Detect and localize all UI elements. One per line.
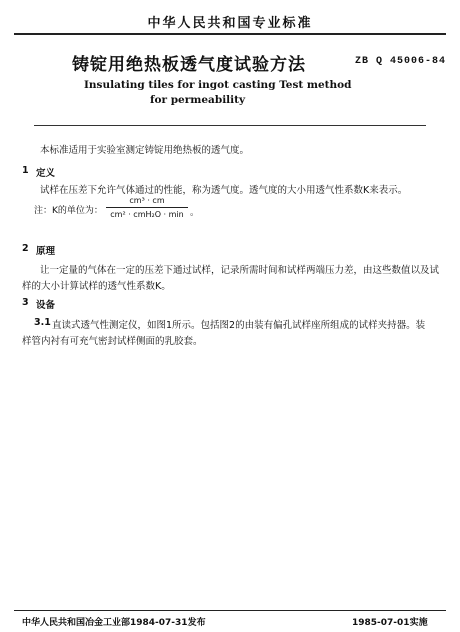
section-2-text-line1: 让一定量的气体在一定的压差下通过试样，记录所需时间和试样两端压力差，由这些数值以及试 (40, 265, 440, 276)
section-3-number: 3 (22, 297, 29, 308)
header-divider (14, 33, 446, 35)
title-divider (34, 125, 426, 126)
unit-denominator: cm² · cmH₂O · min (110, 210, 184, 219)
section-2-number: 2 (22, 243, 29, 254)
unit-punctuation: 。 (190, 208, 200, 218)
issue-statement: 中华人民共和国冶金工业部1984-07-31发布 (22, 618, 206, 628)
section-3-title: 设备 (36, 300, 56, 311)
fraction-bar (106, 207, 188, 208)
subsection-3-1-text-line1: 直读式透气性测定仪，如图1所示。包括图2的由装有偏孔试样座所组成的试样夹持器。装 (52, 320, 426, 331)
standard-code: ZB Q 45006-84 (355, 56, 447, 67)
scope-paragraph: 本标准适用于实验室测定铸锭用绝热板的透气度。 (40, 145, 250, 156)
section-1-text: 试样在压差下允许气体通过的性能，称为透气度。透气度的大小用透气性系数K来表示。 (40, 185, 408, 196)
section-2-text-line2: 样的大小计算试样的透气性系数K。 (22, 281, 171, 292)
section-1-title: 定义 (36, 168, 56, 179)
footer-divider (14, 610, 446, 611)
effective-date: 1985-07-01实施 (352, 618, 428, 628)
standard-header: 中华人民共和国专业标准 (147, 16, 313, 31)
subsection-3-1-number: 3.1 (34, 317, 51, 328)
unit-numerator: cm³ · cm (129, 196, 165, 205)
document-title: 铸锭用绝热板透气度试验方法 (72, 55, 306, 75)
english-title-line1: Insulating tiles for ingot casting Test method (84, 79, 352, 91)
section-1-number: 1 (22, 165, 29, 176)
english-title-line2: for permeability (150, 94, 246, 106)
section-2-title: 原理 (36, 246, 56, 257)
unit-note-label: 注：K的单位为： (34, 206, 103, 216)
unit-fraction (106, 196, 188, 219)
subsection-3-1-text-line2: 样管内衬有可充气密封试样侧面的乳胶套。 (22, 336, 203, 347)
